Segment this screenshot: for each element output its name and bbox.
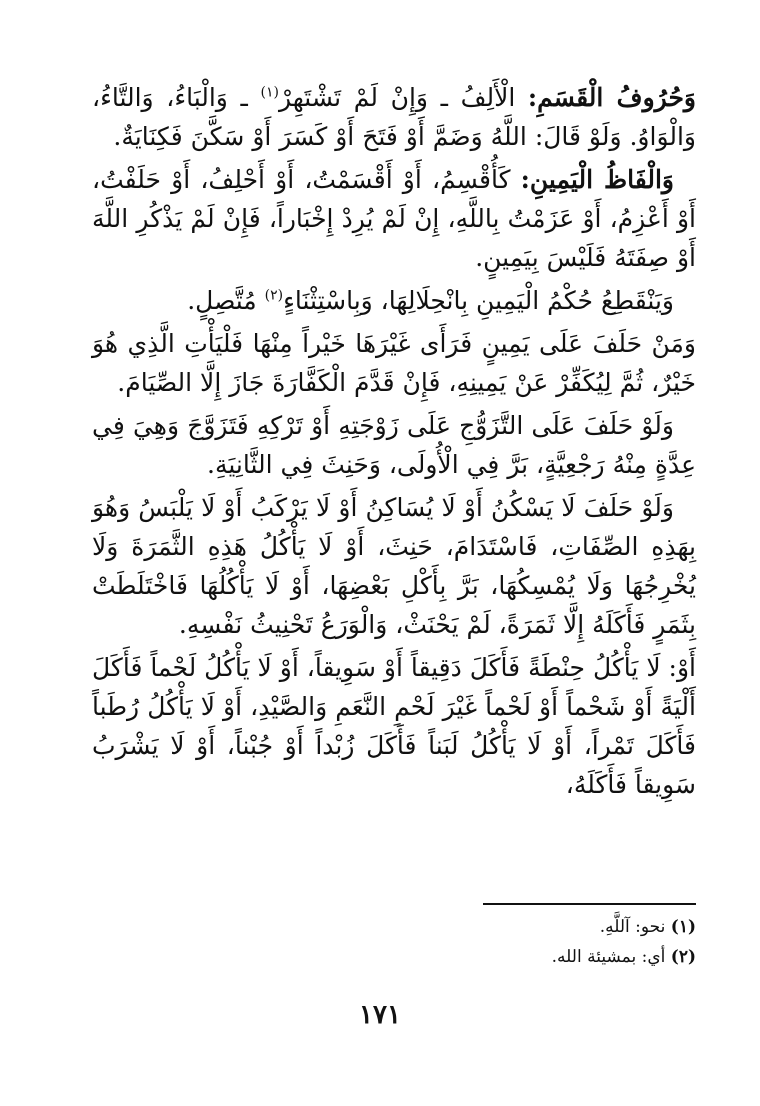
paragraph-text: أَوْ: لَا يَأْكُلُ حِنْطَةً فَأَكَلَ دَقِيقاً أَوْ سَوِيقاً، أَوْ لَا يَأْكُلُ لَحْماً فَأَكَلَ أَلْيَةً أَوْ شَحْماً أَوْ لَحْماً غَيْرَ لَحْمِ النَّعَمِ وَالصَّيْدِ، أَوْ لَا يَأْكُلُ رُطَباً فَأَكَلَ تَمْراً، أَوْ لَا يَأْكُلُ لَبَناً فَأَكَلَ زُبْداً أَوْ جُبْناً، أَوْ لَا يَشْرَبُ سَوِيقاً فَأَكَلَهُ، <box>92 653 696 799</box>
footnote-number: (١) <box>670 917 696 937</box>
footnote-1 <box>92 912 696 942</box>
paragraph-lead: وَحُرُوفُ الْقَسَمِ: <box>527 83 696 112</box>
paragraph-lead: وَالْفَاظُ الْيَمِينِ: <box>520 165 674 194</box>
page-number: ١٧١ <box>359 1000 401 1030</box>
paragraph-oath-words <box>92 160 696 277</box>
paragraph-text: الْأَلِفُ ـ وَإِنْ لَمْ تَشْتَهِرْ <box>278 83 528 112</box>
paragraph-food-oaths <box>92 648 696 804</box>
footnote-text: أي: بمشيئة الله. <box>551 947 666 967</box>
paragraph-oath-termination <box>92 281 696 320</box>
paragraph-text: وَلَوْ حَلَفَ لَا يَسْكُنُ أَوْ لَا يُسَاكِنُ أَوْ لَا يَرْكَبُ أَوْ لَا يَلْبَسُ وَهُوَ بِهَذِهِ الصِّفَاتِ، فَاسْتَدَامَ، حَنِثَ، أَوْ لَا يَأْكُلُ هَذِهِ الثَّمَرَةَ وَلَا يُخْرِجُهَا وَلَا يُمْسِكُهَا، بَرَّ بِأَكْلِ بَعْضِهَا، أَوْ لَا يَأْكُلُهَا فَاخْتَلَطَتْ بِثَمَرٍ فَأَكَلَهُ إِلَّا ثَمَرَةً، لَمْ يَحْنَثْ، وَالْوَرَعُ تَحْنِيثُ نَفْسِهِ. <box>92 493 696 639</box>
paragraph-text: مُتَّصِلٍ. <box>187 286 265 315</box>
footnote-separator <box>483 903 696 905</box>
footnote-ref-2[interactable]: (٢) <box>264 287 284 304</box>
paragraph-text: ـ وَالْبَاءُ، وَالتَّاءُ، وَالْوَاوُ. وَلَوْ قَالَ: اللَّهُ وَضَمَّ أَوْ فَتَحَ أَوْ كَسَرَ أَوْ سَكَّنَ فَكِنَايَةٌ. <box>92 83 696 151</box>
paragraph-continuation <box>92 488 696 644</box>
paragraph-text: وَمَنْ حَلَفَ عَلَى يَمِينٍ فَرَأَى غَيْرَهَا خَيْراً مِنْهَا فَلْيَأْتِ الَّذِي هُوَ خَيْرٌ، ثُمَّ لِيُكَفِّرْ عَنْ يَمِينِهِ، فَإِنْ قَدَّمَ الْكَفَّارَةَ جَازَ إِلَّا الصِّيَامَ. <box>92 329 696 397</box>
paragraph-oath-letters <box>92 78 696 156</box>
paragraph-marriage-oath <box>92 406 696 484</box>
footnotes <box>92 912 696 972</box>
footnote-text: نحو: آللَّهِ. <box>599 917 666 937</box>
paragraph-text: وَيَنْقَطِعُ حُكْمُ الْيَمِينِ بِانْحِلَالِهَا، وَبِاسْتِثْنَاءٍ <box>283 286 674 315</box>
paragraph-better-alternative <box>92 324 696 402</box>
footnote-ref-1[interactable]: (١) <box>260 84 279 101</box>
footnote-2 <box>92 942 696 972</box>
paragraph-text: كَأُقْسِمُ، أَوْ أَقْسَمْتُ، أَوْ أَحْلِفُ، أَوْ حَلَفْتُ، أَوْ أَعْزِمُ، أَوْ عَزَمْتُ بِاللَّهِ، إِنْ لَمْ يُرِدْ إِخْبَاراً، فَإِنْ لَمْ يَذْكُرِ اللَّهَ أَوْ صِفَتَهُ فَلَيْسَ بِيَمِينٍ. <box>92 165 696 272</box>
main-text <box>92 78 696 808</box>
paragraph-text: وَلَوْ حَلَفَ عَلَى التَّزَوُّجِ عَلَى زَوْجَتِهِ أَوْ تَرْكِهِ فَتَزَوَّجَ وَهِيَ فِي عِدَّةٍ مِنْهُ رَجْعِيَّةٍ، بَرَّ فِي الْأُولَى، وَحَنِثَ فِي الثَّانِيَةِ. <box>92 411 696 479</box>
footnote-number: (٢) <box>670 947 696 967</box>
